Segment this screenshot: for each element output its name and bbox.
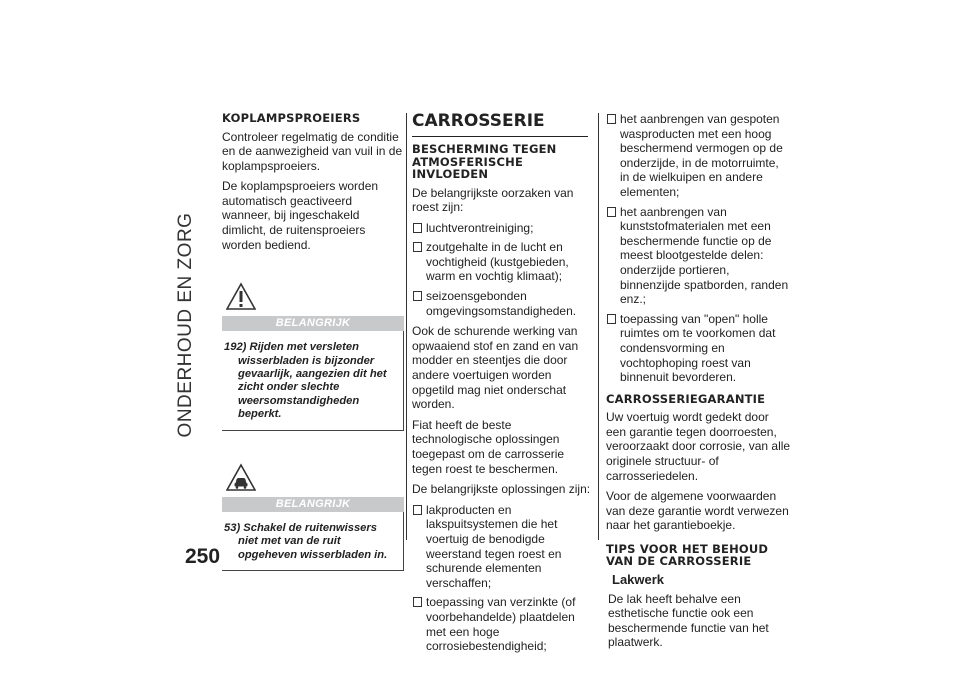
tips-heading: TIPS VOOR HET BEHOUD VAN DE CARROSSERIE xyxy=(606,541,769,569)
column-divider-2 xyxy=(598,113,599,540)
carrosseriegarantie-heading: CARROSSERIEGARANTIE xyxy=(606,391,766,406)
car-warning-triangle-icon xyxy=(226,459,404,491)
paragraph: Uw voertuig wordt gedekt door een garantie tegen doorroesten, veroorzaakt door corrosie, van alle originele structuur- of carrosseriedelen. xyxy=(606,410,791,483)
warning-banner: BELANGRIJK xyxy=(222,316,404,331)
column-1 xyxy=(222,112,404,571)
paragraph: Fiat heeft de beste technologische oplossingen toegepast om de carrosserie tegen roest te beschermen. xyxy=(412,417,565,476)
section-side-title-text: ONDERHOUD EN ZORG xyxy=(175,212,196,438)
paragraph: De koplampsproeiers worden automatisch geactiveerd wanneer, bij ingeschakeld dimlicht, de ruitensproeiers worden bediend. xyxy=(222,179,379,252)
carrosserie-title: CARROSSERIE xyxy=(412,112,588,137)
warning-note: 192) Rijden met versleten wisserbladen is bijzonder gevaarlijk, aangezien dit het zicht onder slechte weersomstandigheden beperkt. xyxy=(224,341,387,421)
paragraph: De belangrijkste oplossingen zijn: xyxy=(412,482,591,497)
koplampsproeiers-heading: KOPLAMPSPROEIERS xyxy=(222,111,361,125)
bescherming-heading: BESCHERMING TEGEN ATMOSFERISCHE INVLOEDEN xyxy=(412,142,557,181)
paragraph: De belangrijkste oorzaken van roest zijn: xyxy=(412,185,574,215)
exclamation-triangle-icon xyxy=(226,278,404,310)
page-number: 250 xyxy=(185,545,221,568)
causes-list xyxy=(412,221,592,319)
column-divider-1 xyxy=(406,113,407,540)
warning-text xyxy=(222,331,404,430)
paragraph: De lak heeft behalve een esthetische functie ook een beschermende functie van het plaatwerk. xyxy=(608,591,769,650)
list-item: toepassing van "open" holle ruimtes om te voorkomen dat condensvorming en vochtophoping roest van binnenuit bevorderen. xyxy=(606,312,791,385)
solutions-list xyxy=(412,503,592,654)
paragraph: Ook de schurende werking van opwaaiend stof en zand en van modder en steentjes die door andere voertuigen worden opgetild mag niet onderschat worden. xyxy=(412,324,579,412)
list-item: luchtverontreiniging; xyxy=(412,221,592,236)
paragraph: Controleer regelmatig de conditie en de aanwezigheid van vuil in de koplampsproeiers. xyxy=(222,129,403,173)
list-item: lakproducten en lakspuitsystemen die het voertuig de benodigde weerstand tegen roest en schurende elementen verschaffen; xyxy=(412,503,592,591)
column-2 xyxy=(412,112,592,660)
list-item: seizoensgebonden omgevingsomstandigheden. xyxy=(412,289,592,318)
solutions-list-continued xyxy=(606,112,791,385)
warning-note: 53) Schakel de ruitenwissers niet met van de ruit opgeheven wisserbladen in. xyxy=(224,521,388,561)
lakwerk-subheading: Lakwerk xyxy=(612,571,665,587)
warning-text xyxy=(222,512,404,571)
warning-banner: BELANGRIJK xyxy=(222,497,404,512)
list-item: zoutgehalte in de lucht en vochtigheid (kustgebieden, warm en vochtig klimaat); xyxy=(412,240,592,284)
paragraph: Voor de algemene voorwaarden van deze garantie wordt verwezen naar het garantieboekje. xyxy=(606,489,789,533)
column-3 xyxy=(606,112,791,656)
list-item: het aanbrengen van kunststofmaterialen met een beschermende functie op de meest blootgestelde delen: onderzijde portieren, binnenzijde spatborden, randen enz.; xyxy=(606,205,791,307)
list-item: het aanbrengen van gespoten wasproducten met een hoog beschermend vermogen op de onderzijde, in de motorruimte, in de wielkuipen en andere elementen; xyxy=(606,112,791,200)
list-item: toepassing van verzinkte (of voorbehandelde) plaatdelen met een hoge corrosiebestendigheid; xyxy=(412,595,592,653)
section-side-title xyxy=(175,212,196,438)
